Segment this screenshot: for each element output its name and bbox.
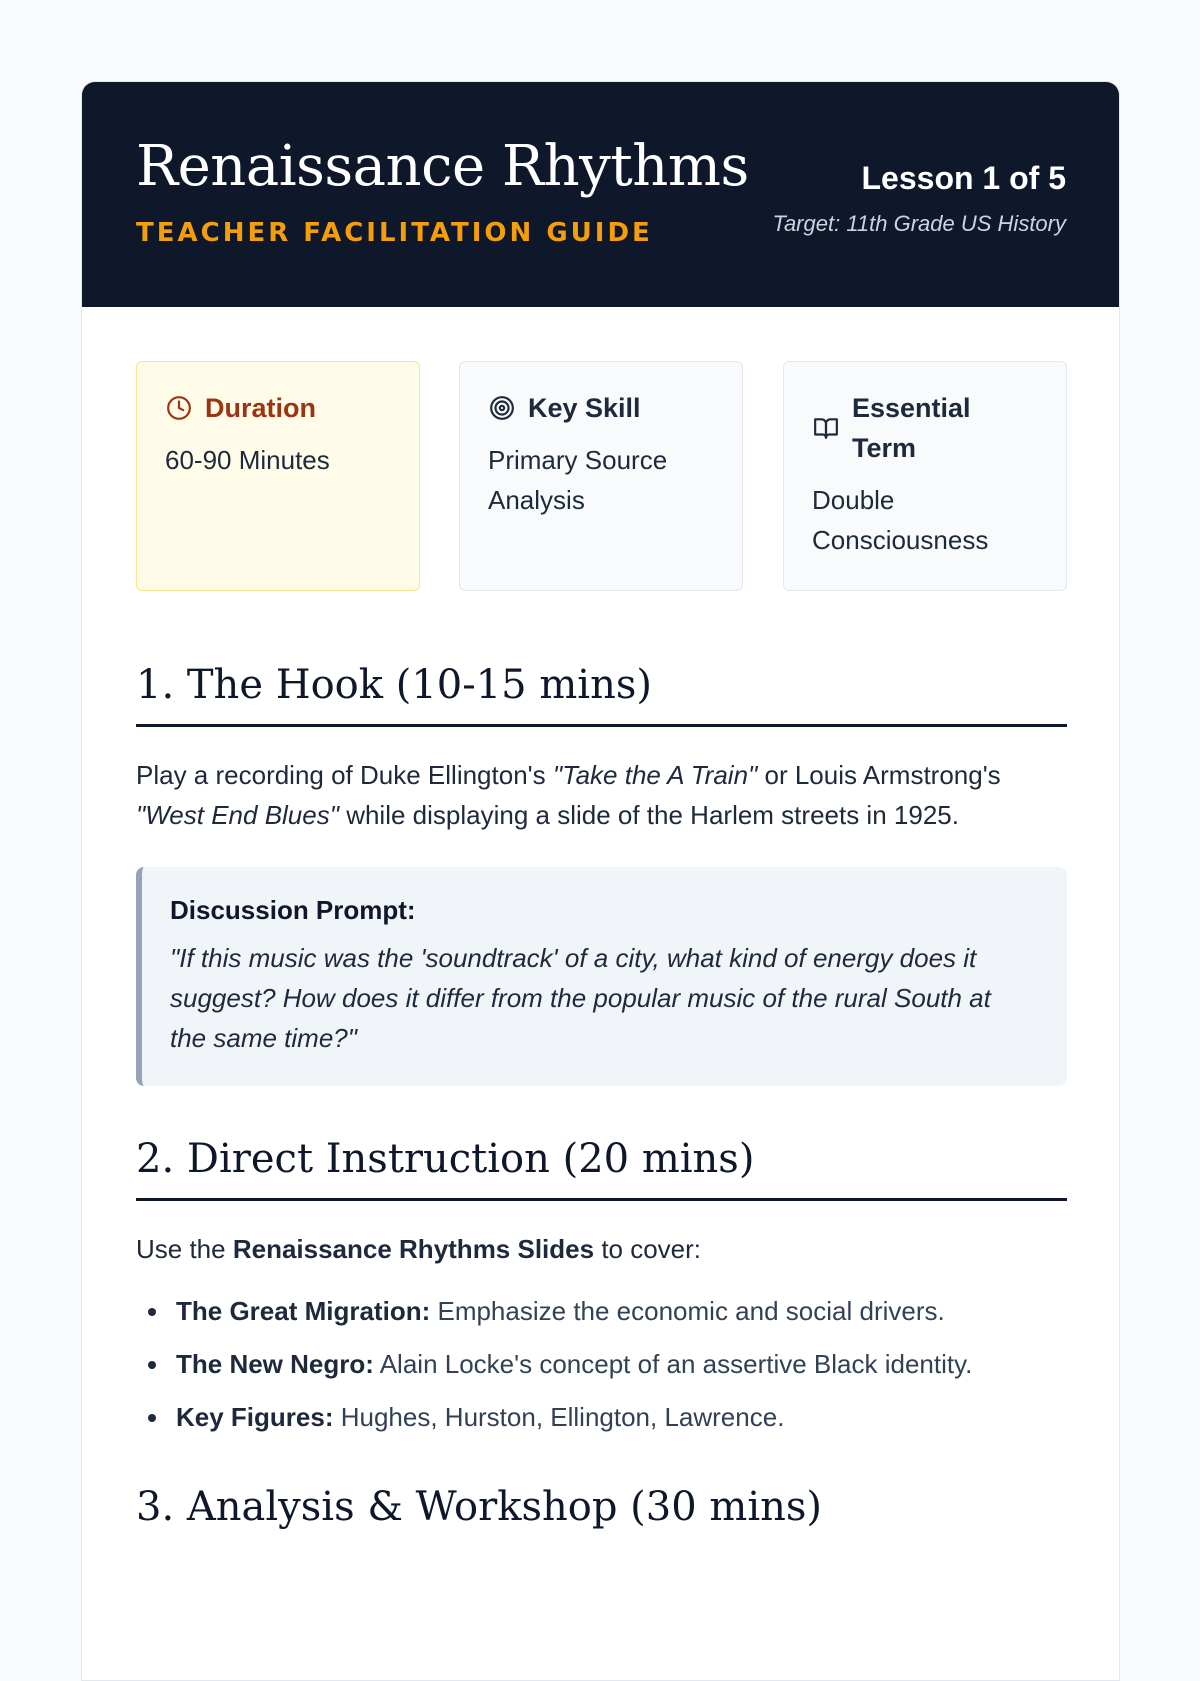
essential-term-value: Double Consciousness [812,485,989,555]
guide-content [136,662,1067,1546]
essential-term-card [783,361,1067,591]
prompt-text: "If this music was the 'soundtrack' of a city, what kind of energy does it suggest? How does it differ from the popular music of the rural South at the same time?" [170,943,991,1053]
page-subtitle: TEACHER FACILITATION GUIDE [136,218,653,248]
duration-value: 60-90 Minutes [165,445,330,475]
instruction-intro: Use the Renaissance Rhythms Slides to cover: [136,1234,702,1264]
list-item: Key Figures: Hughes, Hurston, Ellington, Lawrence. [136,1397,1067,1437]
prompt-label: Discussion Prompt: [170,895,416,925]
clock-icon [165,394,193,422]
duration-label: Duration [205,393,316,423]
guide-header [82,82,1119,307]
instruction-list [136,1291,1067,1437]
section-title: 3. Analysis & Workshop (30 mins) [136,1484,823,1530]
section-analysis-workshop [136,1484,1067,1546]
section-direct-instruction [136,1136,1067,1437]
lesson-guide-page [81,81,1120,1681]
section-hook [136,662,1067,1086]
list-item: The Great Migration: Emphasize the economic and social drivers. [136,1291,1067,1331]
lesson-target: Target: 11th Grade US History [772,211,1066,236]
key-skill-label: Key Skill [528,393,641,423]
lesson-info [773,160,1066,237]
lesson-number: Lesson 1 of 5 [861,160,1066,196]
list-item: The New Negro: Alain Locke's concept of an assertive Black identity. [136,1344,1067,1384]
discussion-prompt [136,867,1067,1086]
key-skill-value: Primary Source Analysis [488,445,668,515]
section-title: 2. Direct Instruction (20 mins) [136,1136,1067,1201]
book-icon [812,414,840,442]
section-title: 1. The Hook (10-15 mins) [136,662,1067,727]
duration-card [136,361,420,591]
target-icon [488,394,516,422]
page-title: Renaissance Rhythms [136,134,749,199]
key-skill-card [459,361,743,591]
essential-term-label: Essential Term [852,393,971,463]
summary-cards [136,361,1067,591]
hook-paragraph: Play a recording of Duke Ellington's "Take the A Train" or Louis Armstrong's "West End Blues" while displaying a slide of the Harlem streets in 1925. [136,760,1001,830]
